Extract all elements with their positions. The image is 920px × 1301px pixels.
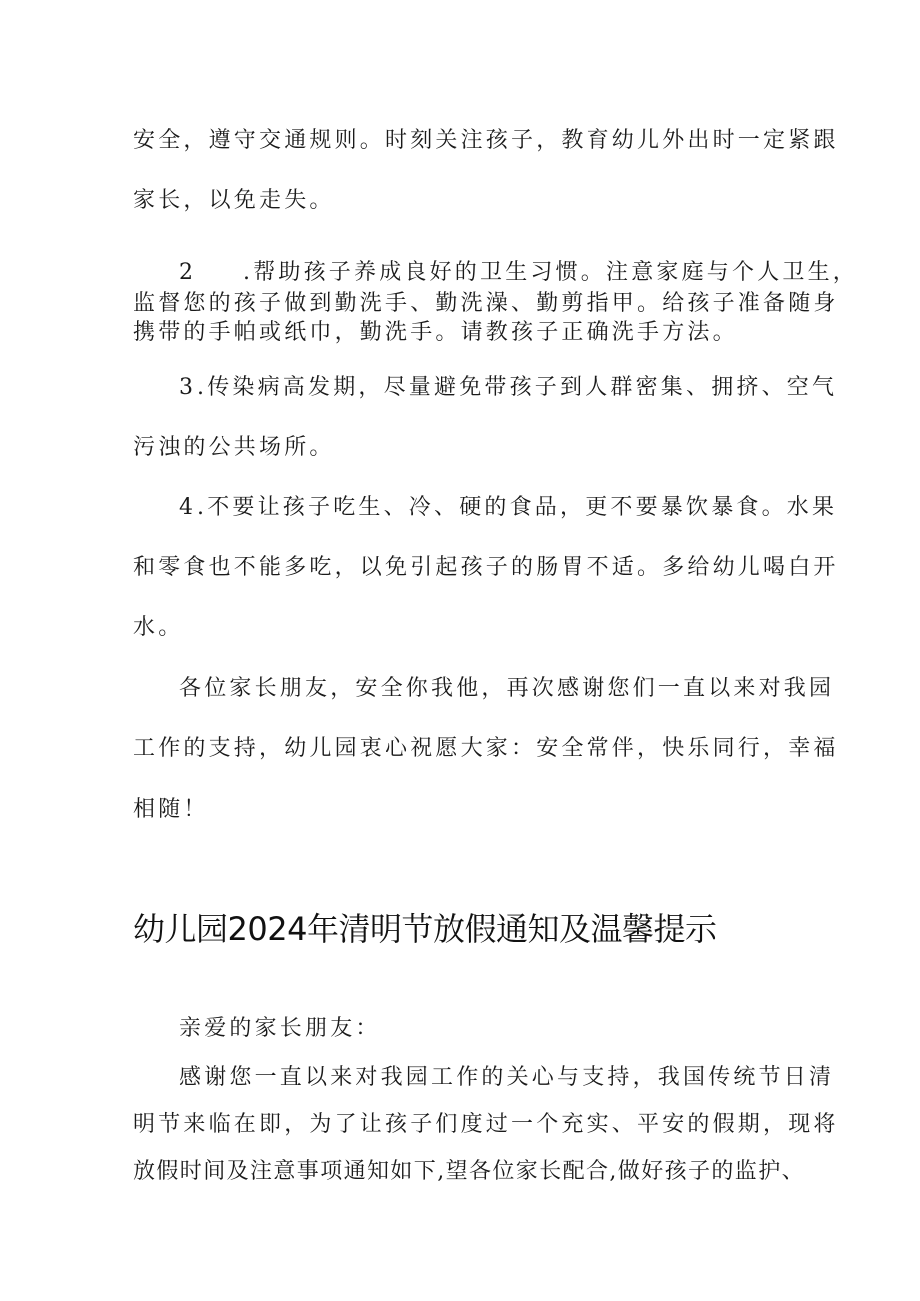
item-4-line-1 [179,493,837,523]
closing-line-1: 各位家长朋友，安全你我他，再次感谢您们一直以来对我园 [179,676,835,701]
item-4-text: .不要让孩子吃生、冷、硬的食品，更不要暴饮暴食。水果 [197,495,838,520]
item-3-line-2: 污浊的公共场所。 [133,435,335,460]
intro-line-3: 放假时间及注意事项通知如下,望各位家长配合,做好孩子的监护、 [133,1159,805,1184]
item-3-text: .传染病高发期，尽量避免带孩子到人群密集、拥挤、空气 [197,375,838,400]
greeting: 亲爱的家长朋友： [179,1016,381,1041]
item-3-number: 3 [179,375,197,400]
intro-line-2: 明节来临在即，为了让孩子们度过一个充实、平安的假期，现将 [133,1112,839,1137]
item-2-line-3: 携带的手帕或纸巾，勤洗手。请教孩子正确洗手方法。 [133,320,738,345]
safety-paragraph-line-1: 安全，遵守交通规则。时刻关注孩子，教育幼儿外出时一定紧跟 [133,128,839,153]
item-4-line-2: 和零食也不能多吃，以免引起孩子的肠胃不适。多给幼儿喝白开 [133,555,839,580]
closing-line-3: 相随！ [133,797,209,822]
item-4-line-3: 水。 [133,615,184,640]
item-2-text: .帮助孩子养成良好的卫生习惯。注意家庭与个人卫生， [243,260,858,285]
item-2-line-2: 监督您的孩子做到勤洗手、勤洗澡、勤剪指甲。给孩子准备随身 [133,291,839,316]
item-4-number: 4 [179,495,197,520]
intro-line-1: 感谢您一直以来对我园工作的关心与支持，我国传统节日清 [179,1065,835,1090]
notice-title: 幼儿园2024年清明节放假通知及温馨提示 [133,910,717,948]
safety-paragraph-line-2: 家长，以免走失。 [133,188,335,213]
item-2-number: 2 [179,260,197,285]
item-2-line-1 [179,258,858,288]
item-3-line-1 [179,373,837,403]
closing-line-2: 工作的支持，幼儿园衷心祝愿大家：安全常伴，快乐同行，幸福 [133,736,839,761]
